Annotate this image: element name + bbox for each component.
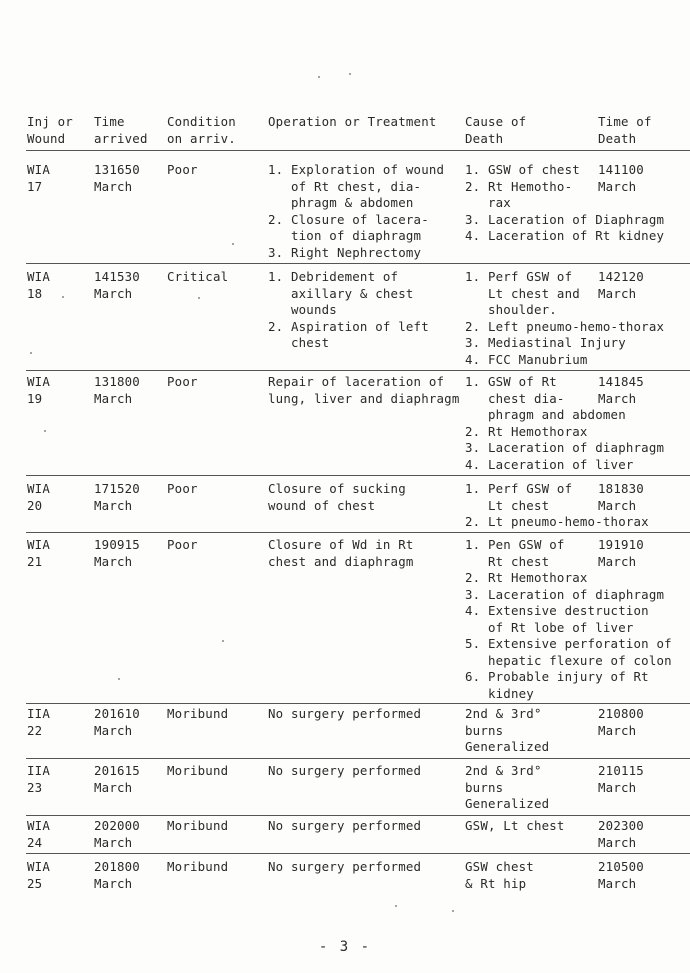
row-time-arrived: 201615 March (94, 763, 140, 795)
row-cause: 1. GSW of Rt chest dia- phragm and abdomen 2. Rt Hemothorax 3. Laceration of diaphragm 4. Laceration of liver (465, 374, 665, 472)
row-time-of-death: 191910 March (598, 537, 644, 569)
row-condition: Poor (167, 374, 198, 389)
row-operation: 1. Exploration of wound of Rt chest, dia- phragm & abdomen 2. Closure of lacera- tion of diaphragm 3. Right Nephrectomy (268, 162, 445, 260)
header-operation: Operation or Treatment (268, 114, 437, 129)
header-time-arrived: Time arrived (94, 114, 148, 146)
row-divider (26, 703, 690, 704)
row-injury: WIA 17 (27, 162, 50, 194)
row-cause: 1. Perf GSW of Lt chest and shoulder. 2. Left pneumo-hemo-thorax 3. Mediastinal Injury 4. FCC Manubrium (465, 269, 665, 367)
row-operation: Closure of Wd in Rt chest and diaphragm (268, 537, 414, 569)
row-time-arrived: 141530 March (94, 269, 140, 301)
row-divider (26, 815, 690, 816)
row-divider (26, 853, 690, 854)
row-divider (26, 263, 690, 264)
row-time-arrived: 201800 March (94, 859, 140, 891)
header-condition: Condition on arriv. (167, 114, 236, 146)
row-cause: 1. Perf GSW of Lt chest 2. Lt pneumo-hemo-thorax (465, 481, 649, 529)
row-operation: No surgery performed (268, 818, 422, 833)
row-time-of-death: 210500 March (598, 859, 644, 891)
row-operation: No surgery performed (268, 859, 422, 874)
row-divider (26, 370, 690, 371)
row-injury: WIA 20 (27, 481, 50, 513)
row-time-of-death: 141100 March (598, 162, 644, 194)
row-cause: 2nd & 3rd° burns Generalized (465, 763, 550, 811)
row-condition: Poor (167, 537, 198, 552)
row-condition: Poor (167, 162, 198, 177)
row-time-arrived: 202000 March (94, 818, 140, 850)
row-cause: 1. GSW of chest 2. Rt Hemotho- rax 3. Laceration of Diaphragm 4. Laceration of Rt kidney (465, 162, 665, 243)
row-time-of-death: 210115 March (598, 763, 644, 795)
row-time-of-death: 181830 March (598, 481, 644, 513)
row-time-of-death: 202300 March (598, 818, 644, 850)
row-condition: Poor (167, 481, 198, 496)
row-injury: IIA 23 (27, 763, 50, 795)
row-time-arrived: 190915 March (94, 537, 140, 569)
row-time-arrived: 131800 March (94, 374, 140, 406)
row-injury: WIA 24 (27, 818, 50, 850)
row-injury: WIA 21 (27, 537, 50, 569)
row-cause: 1. Pen GSW of Rt chest 2. Rt Hemothorax 3. Laceration of diaphragm 4. Extensive destruction of Rt lobe of liver 5. Extensive perforation of hepatic flexure of colon 6. Probable injury of Rt kidney (465, 537, 672, 701)
row-divider (26, 758, 690, 759)
header-injury: Inj or Wound (27, 114, 73, 146)
row-condition: Critical (167, 269, 229, 284)
row-injury: WIA 19 (27, 374, 50, 406)
row-condition: Moribund (167, 818, 229, 833)
row-time-arrived: 171520 March (94, 481, 140, 513)
row-time-arrived: 131650 March (94, 162, 140, 194)
row-cause: GSW, Lt chest (465, 818, 565, 833)
row-operation: Repair of laceration of lung, liver and diaphragm (268, 374, 460, 406)
row-condition: Moribund (167, 859, 229, 874)
row-injury: WIA 18 (27, 269, 50, 301)
header-time-of-death: Time of Death (598, 114, 652, 146)
row-injury: WIA 25 (27, 859, 50, 891)
row-operation: No surgery performed (268, 763, 422, 778)
row-cause: GSW chest & Rt hip (465, 859, 534, 891)
row-injury: IIA 22 (27, 706, 50, 738)
row-operation: No surgery performed (268, 706, 422, 721)
row-cause: 2nd & 3rd° burns Generalized (465, 706, 550, 754)
row-operation: Closure of sucking wound of chest (268, 481, 406, 513)
row-time-arrived: 201610 March (94, 706, 140, 738)
header-cause: Cause of Death (465, 114, 527, 146)
row-time-of-death: 141845 March (598, 374, 644, 406)
row-divider (26, 532, 690, 533)
header-rule (26, 150, 690, 151)
row-operation: 1. Debridement of axillary & chest wounds 2. Aspiration of left chest (268, 269, 429, 350)
row-condition: Moribund (167, 763, 229, 778)
row-condition: Moribund (167, 706, 229, 721)
row-time-of-death: 142120 March (598, 269, 644, 301)
row-divider (26, 475, 690, 476)
row-time-of-death: 210800 March (598, 706, 644, 738)
page-number: - 3 - (318, 939, 372, 955)
